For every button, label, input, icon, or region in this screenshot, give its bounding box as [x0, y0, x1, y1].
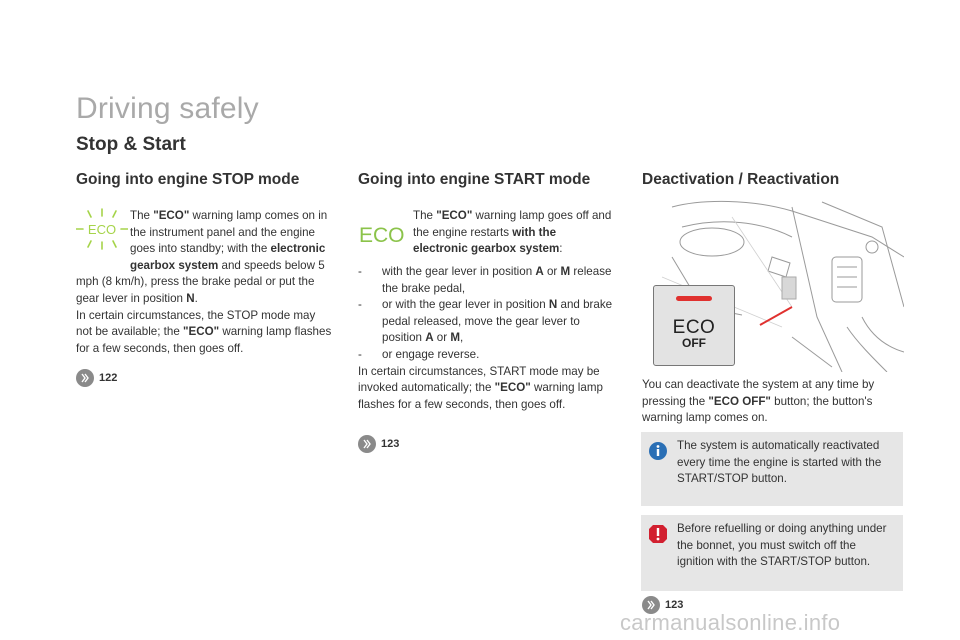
chevron-right-icon	[358, 435, 376, 453]
svg-text:ECO: ECO	[87, 222, 117, 237]
watermark: carmanualsonline.info	[620, 610, 841, 635]
deactivation-heading: Deactivation / Reactivation	[642, 171, 840, 188]
list-item: - or engage reverse.	[358, 347, 480, 361]
page-reference-123-bottom[interactable]: 123	[642, 596, 683, 614]
stop-mode-heading: Going into engine STOP mode	[76, 171, 300, 188]
eco-off-button[interactable]	[653, 285, 735, 366]
start-mode-heading: Going into engine START mode	[358, 171, 591, 188]
start-mode-conditions: - with the gear lever in position A or M release the brake pedal, - or with the gear lever in position N and brake pedal released, move the gear lever to position A or M, - or engage reverse. In certain circumstances, START mode may be invoked automatically; the "ECO" warning lamp flashes for a few seconds, then goes off.	[358, 264, 620, 413]
list-item: - or with the gear lever in position N and brake pedal released, move the gear lever to position A or M,	[358, 298, 613, 345]
list-item: - with the gear lever in position A or M release the brake pedal,	[358, 265, 612, 295]
eco-off-label: ECO	[672, 317, 716, 338]
eco-off-indicator	[676, 296, 712, 301]
warning-note: Before refuelling or doing anything under the bonnet, you must switch off the ignition with the START/STOP button.	[641, 515, 903, 591]
page-title: Driving safely	[76, 92, 259, 125]
stop-mode-text: The "ECO" warning lamp comes on in the instrument panel and the engine goes into standby; with the electronic gearbox system and speeds below 5 mph (8 km/h), press the brake pedal or put the gear lever in position N. In certain circumstances, the STOP mode may not be available; the "ECO" warning lamp flashes for a few seconds, then goes off.	[76, 209, 332, 355]
info-icon	[649, 442, 667, 466]
warning-icon	[649, 525, 667, 549]
chevron-right-icon	[76, 369, 94, 387]
start-mode-intro: The "ECO" warning lamp goes off and the engine restarts with the electronic gearbox system:	[413, 209, 612, 256]
deactivation-text: You can deactivate the system at any time by pressing the "ECO OFF" button; the button's warning lamp comes on.	[642, 378, 875, 425]
eco-off-sublabel: OFF	[682, 336, 706, 350]
info-note: The system is automatically reactivated every time the engine is started with the START/STOP button.	[641, 432, 903, 506]
page-reference-122[interactable]: 122	[76, 369, 117, 387]
page-reference-123[interactable]: 123	[358, 435, 399, 453]
dashboard-illustration	[642, 197, 904, 372]
svg-text:ECO: ECO	[359, 224, 405, 246]
eco-lamp-icon	[359, 222, 409, 246]
section-title: Stop & Start	[76, 134, 186, 155]
